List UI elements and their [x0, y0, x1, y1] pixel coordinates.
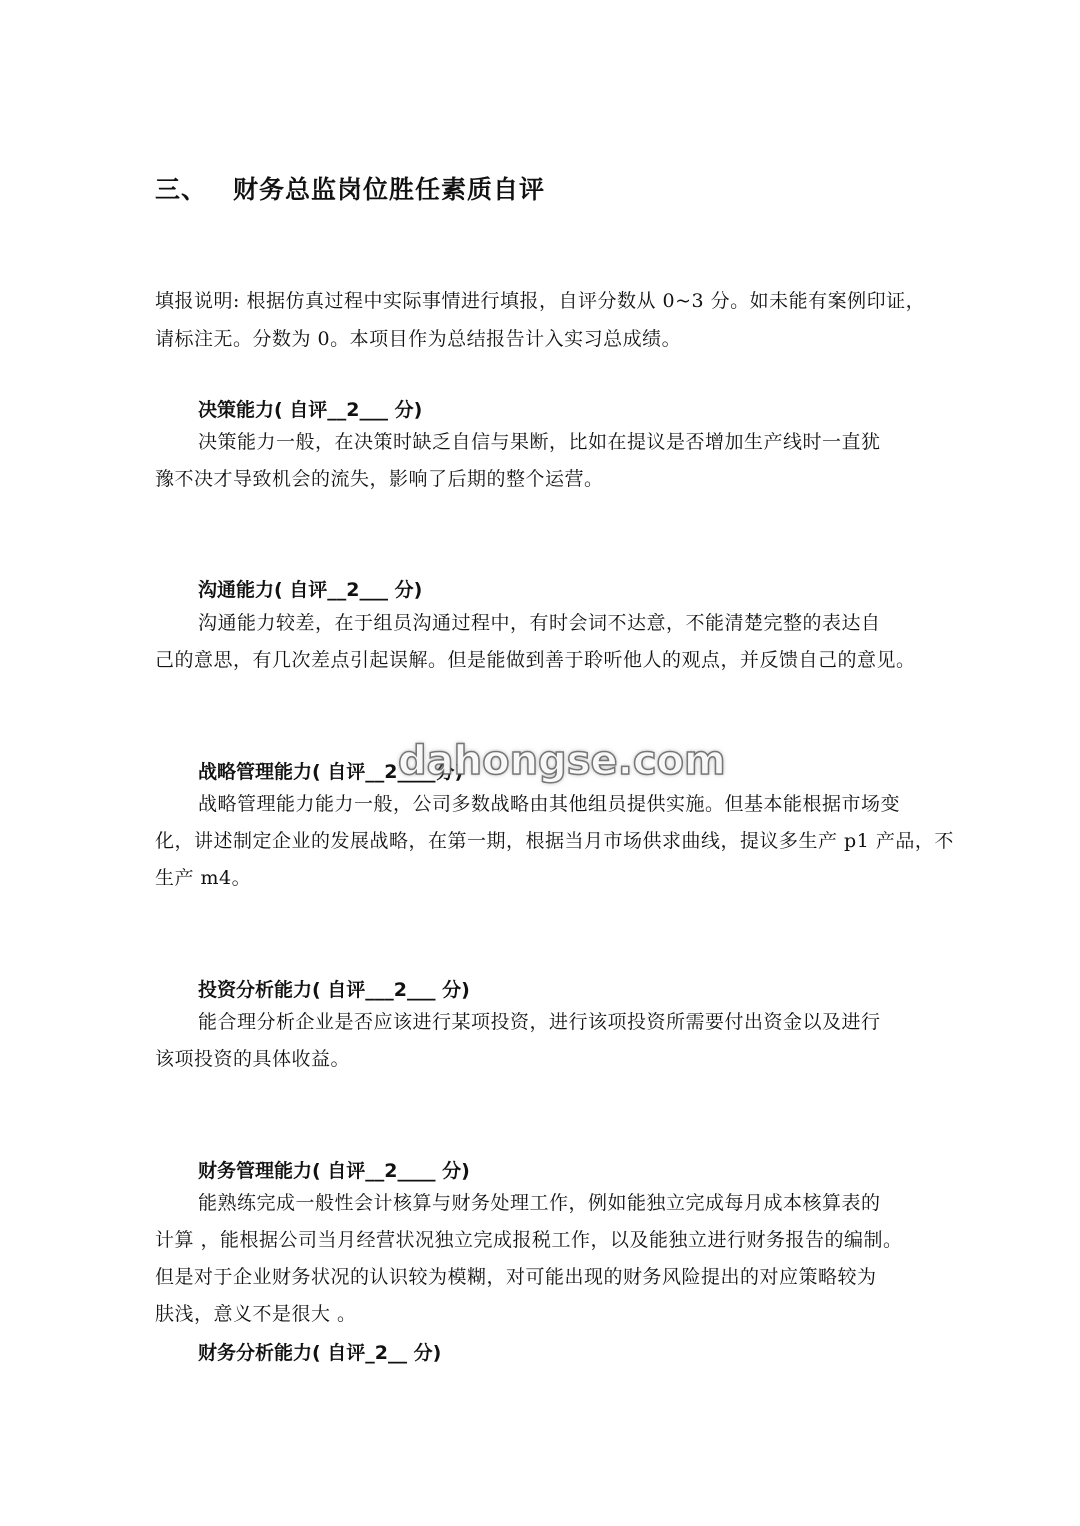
body-line: 能熟练完成一般性会计核算与财务处理工作，例如能独立完成每月成本核算表的 — [198, 1192, 881, 1214]
body-line: 肤浅，意义不是很大 。 — [155, 1303, 357, 1325]
section-title-finance-analysis: 财务分析能力( 自评_2__ 分) — [198, 1342, 442, 1364]
section-body-investment — [155, 1004, 985, 1078]
body-line: 该项投资的具体收益。 — [155, 1048, 351, 1070]
body-line: 战略管理能力能力一般，公司多数战略由其他组员提供实施。但基本能根据市场变 — [198, 793, 901, 815]
intro-line: 请标注无。分数为 0。本项目作为总结报告计入实习总成绩。 — [155, 328, 682, 350]
watermark: dahongse.com — [398, 738, 726, 784]
body-line: 沟通能力较差，在于组员沟通过程中，有时会词不达意，不能清楚完整的表达自 — [198, 612, 881, 634]
section-title-strategy: 战略管理能力( 自评__2____分) — [198, 761, 464, 783]
fill-instructions — [155, 282, 975, 358]
body-line: 豫不决才导致机会的流失，影响了后期的整个运营。 — [155, 468, 604, 490]
heading-title: 财务总监岗位胜任素质自评 — [233, 175, 546, 204]
body-line: 计算 ，能根据公司当月经营状况独立完成报税工作，以及能独立进行财务报告的编制。 — [155, 1229, 903, 1251]
section-body-decision — [155, 424, 985, 498]
heading-number: 三、 — [155, 175, 208, 204]
section-body-strategy — [155, 786, 985, 897]
body-line: 化，讲述制定企业的发展战略，在第一期，根据当月市场供求曲线，提议多生产 p1 产品，不 — [155, 830, 954, 852]
body-line: 能合理分析企业是否应该进行某项投资，进行该项投资所需要付出资金以及进行 — [198, 1011, 881, 1033]
section-title-investment: 投资分析能力( 自评___2___ 分) — [198, 979, 470, 1001]
body-line: 生产 m4。 — [155, 867, 252, 889]
body-line: 但是对于企业财务状况的认识较为模糊，对可能出现的财务风险提出的对应策略较为 — [155, 1266, 877, 1288]
body-line: 己的意思，有几次差点引起误解。但是能做到善于聆听他人的观点，并反馈自己的意见。 — [155, 649, 916, 671]
section-title-decision: 决策能力( 自评__2___ 分) — [198, 399, 423, 421]
section-title-communication: 沟通能力( 自评__2___ 分) — [198, 579, 423, 601]
intro-line: 填报说明: 根据仿真过程中实际事情进行填报，自评分数从 0~3 分。如未能有案例印证， — [155, 290, 926, 312]
section-body-communication — [155, 605, 985, 679]
section-heading — [155, 170, 545, 206]
body-line: 决策能力一般，在决策时缺乏自信与果断，比如在提议是否增加生产线时一直犹 — [198, 431, 881, 453]
section-body-finance-management — [155, 1185, 985, 1333]
section-title-finance-management: 财务管理能力( 自评__2____ 分) — [198, 1160, 470, 1182]
